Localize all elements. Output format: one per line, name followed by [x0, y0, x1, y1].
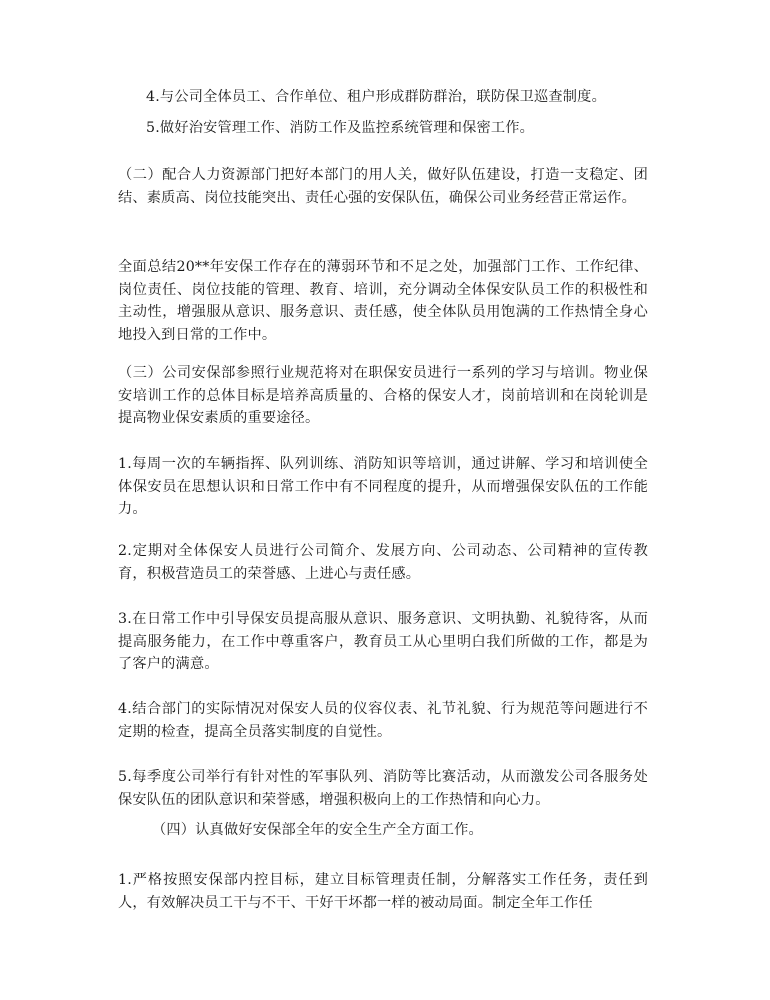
paragraph-item-5-security: 5.做好治安管理工作、消防工作及监控系统管理和保密工作。	[146, 120, 535, 136]
paragraph-section-3: （三）公司安保部参照行业规范将对在职保安员进行一系列的学习与培训。物业保安培训工作的总体目标是培养高质量的、合格的保安人才，岗前培训和在岗轮训是提高物业保安素质的重要途径。	[118, 365, 648, 426]
paragraph-training-5: 5.每季度公司举行有针对性的军事队列、消防等比赛活动，从而激发公司各服务处保安队伍的团队意识和荣誉感，增强积极向上的工作热情和向心力。	[118, 769, 648, 808]
paragraph-item-4-patrol: 4.与公司全体员工、合作单位、租户形成群防群治，联防保卫巡查制度。	[146, 89, 606, 105]
paragraph-training-2: 2.定期对全体保安人员进行公司简介、发展方向、公司动态、公司精神的宣传教育，积极营造员工的荣誉感、上进心与责任感。	[118, 543, 648, 582]
paragraph-section-4: （四）认真做好安保部全年的安全生产全方面工作。	[152, 822, 483, 838]
paragraph-training-4: 4.结合部门的实际情况对保安人员的仪容仪表、礼节礼貌、行为规范等问题进行不定期的检查，提高全员落实制度的自觉性。	[118, 701, 648, 740]
paragraph-training-3: 3.在日常工作中引导保安员提高服从意识、服务意识、文明执勤、礼貌待客，从而提高服务能力，在工作中尊重客户，教育员工从心里明白我们所做的工作，都是为了客户的满意。	[118, 611, 648, 672]
paragraph-training-1: 1.每周一次的车辆指挥、队列训练、消防知识等培训，通过讲解、学习和培训使全体保安员在思想认识和日常工作中有不同程度的提升，从而增强保安队伍的工作能力。	[118, 456, 648, 517]
paragraph-section-2: （二）配合人力资源部门把好本部门的用人关，做好队伍建设，打造一支稳定、团结、素质高、岗位技能突出、责任心强的安保队伍，确保公司业务经营正常运作。	[118, 167, 648, 206]
paragraph-summary: 全面总结20**年安保工作存在的薄弱环节和不足之处，加强部门工作、工作纪律、岗位责任、岗位技能的管理、教育、培训，充分调动全体保安队员工作的积极性和主动性，增强服从意识、服务意识、责任感，使全体队员用饱满的工作热情全身心地投入到日常的工作中。	[118, 259, 648, 343]
paragraph-safety-1: 1.严格按照安保部内控目标，建立目标管理责任制，分解落实工作任务，责任到人，有效解决员工干与不干、干好干坏都一样的被动局面。制定全年工作任	[118, 872, 648, 911]
